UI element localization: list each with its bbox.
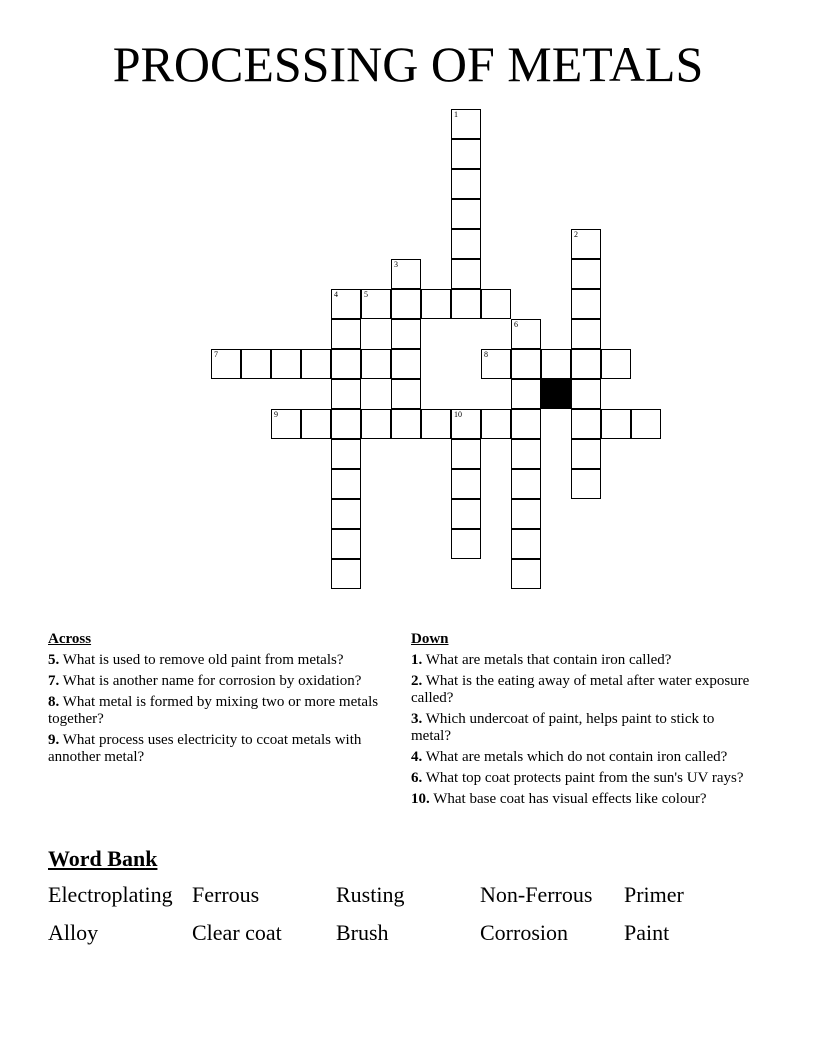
clue-number-label: 6. [411, 770, 423, 786]
down-clue [411, 770, 751, 787]
crossword-cell[interactable] [331, 409, 361, 439]
crossword-cell[interactable] [331, 289, 361, 319]
crossword-cell[interactable] [451, 229, 481, 259]
across-clue [48, 652, 388, 669]
crossword-cell[interactable] [511, 379, 541, 409]
across-clue [48, 732, 388, 766]
crossword-cell[interactable] [331, 319, 361, 349]
clue-number: 2 [574, 230, 578, 239]
crossword-cell[interactable] [331, 379, 361, 409]
crossword-cell[interactable] [361, 409, 391, 439]
clue-number-label: 10. [411, 791, 430, 807]
clue-text: What is used to remove old paint from metals? [59, 652, 344, 668]
clue-number-label: 4. [411, 749, 423, 765]
crossword-cell[interactable] [571, 349, 601, 379]
crossword-cell[interactable] [511, 499, 541, 529]
crossword-cell[interactable] [451, 499, 481, 529]
down-clue [411, 749, 751, 766]
clue-number: 4 [334, 290, 338, 299]
crossword-cell[interactable] [541, 349, 571, 379]
crossword-cell[interactable] [511, 349, 541, 379]
crossword-cell[interactable] [451, 169, 481, 199]
crossword-cell[interactable] [391, 319, 421, 349]
crossword-cell[interactable] [271, 409, 301, 439]
crossword-cell[interactable] [451, 259, 481, 289]
word-bank-word: Paint [624, 920, 670, 945]
crossword-cell[interactable] [361, 289, 391, 319]
crossword-cell[interactable] [331, 349, 361, 379]
crossword-cell[interactable] [331, 529, 361, 559]
word-bank-word: Corrosion [480, 920, 568, 945]
clue-number-label: 1. [411, 652, 423, 668]
clue-number-label: 7. [48, 673, 60, 689]
crossword-cell[interactable] [571, 289, 601, 319]
crossword-cell[interactable] [511, 319, 541, 349]
crossword-cell[interactable] [511, 559, 541, 589]
crossword-cell[interactable] [481, 409, 511, 439]
clue-number: 1 [454, 110, 458, 119]
crossword-cell[interactable] [451, 529, 481, 559]
across-clue [48, 673, 388, 690]
clue-text: What are metals which do not contain iron called? [422, 749, 728, 765]
crossword-cell[interactable] [571, 379, 601, 409]
crossword-cell[interactable] [361, 349, 391, 379]
word-bank-word: Rusting [336, 882, 405, 907]
crossword-cell[interactable] [511, 469, 541, 499]
crossword-cell[interactable] [451, 139, 481, 169]
down-clue [411, 791, 751, 808]
word-bank-heading: Word Bank [48, 846, 158, 871]
crossword-cell[interactable] [331, 469, 361, 499]
crossword-cell[interactable] [631, 409, 661, 439]
across-clues [48, 631, 388, 770]
crossword-cell[interactable] [451, 109, 481, 139]
clue-number: 8 [484, 350, 488, 359]
clue-number: 7 [214, 350, 218, 359]
crossword-cell[interactable] [391, 349, 421, 379]
word-bank-word: Ferrous [192, 882, 260, 907]
crossword-cell[interactable] [511, 529, 541, 559]
crossword-cell[interactable] [451, 409, 481, 439]
crossword-cell[interactable] [331, 559, 361, 589]
crossword-cell[interactable] [451, 199, 481, 229]
crossword-cell[interactable] [571, 229, 601, 259]
word-bank-word: Clear coat [192, 920, 282, 945]
crossword-cell[interactable] [391, 379, 421, 409]
crossword-cell[interactable] [601, 409, 631, 439]
crossword-cell[interactable] [391, 289, 421, 319]
clue-text: What is the eating away of metal after water exposure called? [411, 673, 750, 706]
crossword-cell[interactable] [451, 469, 481, 499]
clue-number: 3 [394, 260, 398, 269]
crossword-cell[interactable] [421, 409, 451, 439]
down-clue [411, 652, 751, 669]
crossword-cell[interactable] [301, 349, 331, 379]
crossword-cell[interactable] [511, 409, 541, 439]
clue-text: What base coat has visual effects like colour? [429, 791, 707, 807]
crossword-cell[interactable] [421, 289, 451, 319]
crossword-cell[interactable] [481, 349, 511, 379]
clue-text: What metal is formed by mixing two or more metals together? [48, 694, 379, 727]
clue-number-label: 5. [48, 652, 60, 668]
crossword-cell[interactable] [571, 469, 601, 499]
word-bank-word: Electroplating [48, 882, 173, 907]
clue-number: 5 [364, 290, 368, 299]
clue-number: 6 [514, 320, 518, 329]
crossword-cell[interactable] [241, 349, 271, 379]
crossword-cell[interactable] [391, 409, 421, 439]
clue-number: 9 [274, 410, 278, 419]
crossword-cell[interactable] [331, 499, 361, 529]
crossword-cell[interactable] [571, 319, 601, 349]
clue-text: What top coat protects paint from the sun's UV rays? [422, 770, 744, 786]
page-title: PROCESSING OF METALS [112, 36, 704, 92]
crossword-cell[interactable] [451, 439, 481, 469]
crossword-cell[interactable] [271, 349, 301, 379]
clue-text: What process uses electricity to ccoat metals with annother metal? [48, 732, 362, 765]
crossword-cell[interactable] [511, 439, 541, 469]
clue-number-label: 3. [411, 711, 423, 727]
crossword-cell[interactable] [301, 409, 331, 439]
across-heading: Across [48, 631, 92, 647]
crossword-cell[interactable] [571, 409, 601, 439]
crossword-cell[interactable] [331, 439, 361, 469]
crossword-cell[interactable] [481, 289, 511, 319]
clue-number-label: 2. [411, 673, 423, 689]
crossword-cell[interactable] [211, 349, 241, 379]
clue-text: Which undercoat of paint, helps paint to stick to metal? [411, 711, 715, 744]
crossword-cell[interactable] [391, 259, 421, 289]
word-bank-word: Non-Ferrous [480, 882, 593, 907]
blocked-cell [541, 379, 571, 409]
down-heading: Down [411, 631, 449, 647]
crossword-cell[interactable] [571, 259, 601, 289]
clue-number-label: 8. [48, 694, 60, 710]
clue-number-label: 9. [48, 732, 60, 748]
word-bank-word: Alloy [48, 920, 99, 945]
across-clue [48, 694, 388, 728]
clue-text: What is another name for corrosion by oxidation? [59, 673, 362, 689]
clue-text: What are metals that contain iron called? [422, 652, 672, 668]
word-bank-word: Primer [624, 882, 684, 907]
crossword-cell[interactable] [571, 439, 601, 469]
down-clues [411, 631, 751, 812]
word-bank-word: Brush [336, 920, 389, 945]
crossword-cell[interactable] [601, 349, 631, 379]
down-clue [411, 673, 751, 707]
down-clue [411, 711, 751, 745]
crossword-cell[interactable] [451, 289, 481, 319]
clue-number: 10 [454, 410, 462, 419]
